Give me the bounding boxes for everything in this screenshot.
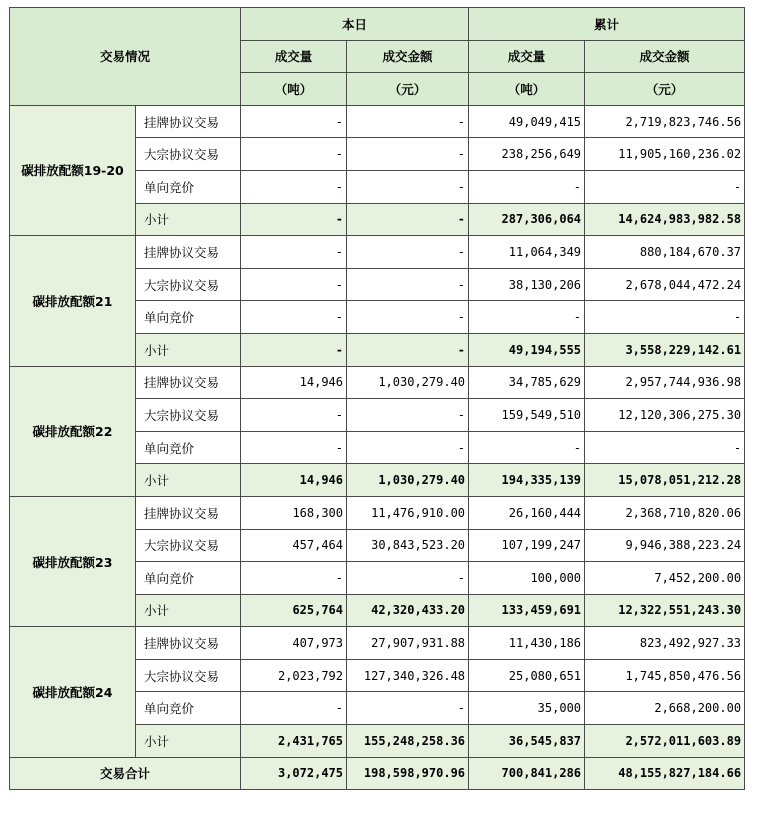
today-amount: 1,030,279.40 — [347, 464, 469, 497]
today-volume: - — [241, 170, 347, 203]
cum-amount: 15,078,051,212.28 — [585, 464, 745, 497]
header-today-amount: 成交金额 — [347, 40, 469, 73]
today-amount: - — [347, 431, 469, 464]
header-cum-amount: 成交金额 — [585, 40, 745, 73]
cum-volume: 35,000 — [469, 692, 585, 725]
cum-amount: 2,668,200.00 — [585, 692, 745, 725]
row-label: 大宗协议交易 — [136, 529, 241, 562]
cum-amount: 2,572,011,603.89 — [585, 725, 745, 758]
header-today: 本日 — [241, 8, 469, 41]
cum-volume: 100,000 — [469, 562, 585, 595]
today-amount: - — [347, 268, 469, 301]
cum-volume: 38,130,206 — [469, 268, 585, 301]
cum-volume: 25,080,651 — [469, 659, 585, 692]
today-amount: - — [347, 203, 469, 236]
cum-amount: 880,184,670.37 — [585, 236, 745, 269]
today-volume: - — [241, 301, 347, 334]
cum-amount: 11,905,160,236.02 — [585, 138, 745, 171]
header-row-1 — [10, 8, 745, 41]
cum-amount: 2,678,044,472.24 — [585, 268, 745, 301]
table-row — [10, 366, 745, 399]
today-amount: - — [347, 333, 469, 366]
row-label: 单向竞价 — [136, 692, 241, 725]
table-row — [10, 236, 745, 269]
header-today-volume-unit: （吨） — [241, 73, 347, 106]
table-body — [10, 105, 745, 757]
today-volume: - — [241, 692, 347, 725]
cum-amount: 2,368,710,820.06 — [585, 496, 745, 529]
row-label: 小计 — [136, 203, 241, 236]
today-amount: - — [347, 138, 469, 171]
cum-volume: 49,049,415 — [469, 105, 585, 138]
group-name: 碳排放配额21 — [10, 236, 136, 366]
today-volume: - — [241, 105, 347, 138]
cum-amount: 14,624,983,982.58 — [585, 203, 745, 236]
cum-amount: 9,946,388,223.24 — [585, 529, 745, 562]
row-label: 单向竞价 — [136, 170, 241, 203]
row-label: 挂牌协议交易 — [136, 366, 241, 399]
today-amount: 1,030,279.40 — [347, 366, 469, 399]
today-amount: - — [347, 562, 469, 595]
cum-volume: 49,194,555 — [469, 333, 585, 366]
row-label: 单向竞价 — [136, 301, 241, 334]
row-label: 单向竞价 — [136, 431, 241, 464]
total-label: 交易合计 — [10, 757, 241, 790]
total-today-amount: 198,598,970.96 — [347, 757, 469, 790]
cum-volume: 194,335,139 — [469, 464, 585, 497]
today-volume: 407,973 — [241, 627, 347, 660]
header-cum-volume-unit: （吨） — [469, 73, 585, 106]
carbon-trading-table — [9, 7, 745, 790]
cum-amount: - — [585, 170, 745, 203]
cum-amount: 12,322,551,243.30 — [585, 594, 745, 627]
row-label: 大宗协议交易 — [136, 268, 241, 301]
cum-amount: - — [585, 301, 745, 334]
cum-volume: 26,160,444 — [469, 496, 585, 529]
cum-amount: 2,957,744,936.98 — [585, 366, 745, 399]
row-label: 挂牌协议交易 — [136, 627, 241, 660]
today-volume: - — [241, 562, 347, 595]
today-amount: - — [347, 399, 469, 432]
today-volume: 14,946 — [241, 366, 347, 399]
group-name: 碳排放配额19-20 — [10, 105, 136, 235]
row-label: 挂牌协议交易 — [136, 105, 241, 138]
header-situation: 交易情况 — [10, 8, 241, 106]
today-amount: - — [347, 692, 469, 725]
total-row — [10, 757, 745, 790]
cum-volume: - — [469, 170, 585, 203]
row-label: 大宗协议交易 — [136, 399, 241, 432]
header-cumulative: 累计 — [469, 8, 745, 41]
today-amount: - — [347, 170, 469, 203]
total-today-volume: 3,072,475 — [241, 757, 347, 790]
table-row — [10, 105, 745, 138]
cum-volume: 159,549,510 — [469, 399, 585, 432]
row-label: 挂牌协议交易 — [136, 236, 241, 269]
today-volume: - — [241, 203, 347, 236]
today-volume: - — [241, 138, 347, 171]
row-label: 单向竞价 — [136, 562, 241, 595]
today-amount: 155,248,258.36 — [347, 725, 469, 758]
today-amount: 11,476,910.00 — [347, 496, 469, 529]
cum-amount: 823,492,927.33 — [585, 627, 745, 660]
today-amount: - — [347, 105, 469, 138]
cum-volume: 36,545,837 — [469, 725, 585, 758]
row-label: 小计 — [136, 594, 241, 627]
today-volume: - — [241, 333, 347, 366]
cum-volume: 11,064,349 — [469, 236, 585, 269]
cum-volume: 238,256,649 — [469, 138, 585, 171]
row-label: 挂牌协议交易 — [136, 496, 241, 529]
table-row — [10, 496, 745, 529]
cum-amount: 12,120,306,275.30 — [585, 399, 745, 432]
today-volume: 2,431,765 — [241, 725, 347, 758]
today-volume: 625,764 — [241, 594, 347, 627]
table-row — [10, 627, 745, 660]
today-volume: 2,023,792 — [241, 659, 347, 692]
today-volume: - — [241, 268, 347, 301]
group-name: 碳排放配额23 — [10, 496, 136, 626]
total-cum-volume: 700,841,286 — [469, 757, 585, 790]
total-cum-amount: 48,155,827,184.66 — [585, 757, 745, 790]
today-volume: 14,946 — [241, 464, 347, 497]
cum-volume: - — [469, 301, 585, 334]
row-label: 小计 — [136, 725, 241, 758]
cum-amount: 2,719,823,746.56 — [585, 105, 745, 138]
cum-volume: 11,430,186 — [469, 627, 585, 660]
today-volume: - — [241, 431, 347, 464]
header-cum-volume: 成交量 — [469, 40, 585, 73]
today-amount: 27,907,931.88 — [347, 627, 469, 660]
header-today-amount-unit: （元） — [347, 73, 469, 106]
today-amount: 42,320,433.20 — [347, 594, 469, 627]
cum-amount: - — [585, 431, 745, 464]
today-volume: 457,464 — [241, 529, 347, 562]
today-volume: 168,300 — [241, 496, 347, 529]
row-label: 小计 — [136, 464, 241, 497]
cum-amount: 7,452,200.00 — [585, 562, 745, 595]
today-amount: 30,843,523.20 — [347, 529, 469, 562]
today-volume: - — [241, 399, 347, 432]
header-today-volume: 成交量 — [241, 40, 347, 73]
header-cum-amount-unit: （元） — [585, 73, 745, 106]
cum-amount: 3,558,229,142.61 — [585, 333, 745, 366]
cum-volume: 287,306,064 — [469, 203, 585, 236]
row-label: 大宗协议交易 — [136, 138, 241, 171]
row-label: 小计 — [136, 333, 241, 366]
group-name: 碳排放配额24 — [10, 627, 136, 757]
row-label: 大宗协议交易 — [136, 659, 241, 692]
cum-volume: - — [469, 431, 585, 464]
today-amount: 127,340,326.48 — [347, 659, 469, 692]
cum-amount: 1,745,850,476.56 — [585, 659, 745, 692]
cum-volume: 34,785,629 — [469, 366, 585, 399]
cum-volume: 107,199,247 — [469, 529, 585, 562]
group-name: 碳排放配额22 — [10, 366, 136, 496]
today-amount: - — [347, 236, 469, 269]
today-volume: - — [241, 236, 347, 269]
cum-volume: 133,459,691 — [469, 594, 585, 627]
today-amount: - — [347, 301, 469, 334]
